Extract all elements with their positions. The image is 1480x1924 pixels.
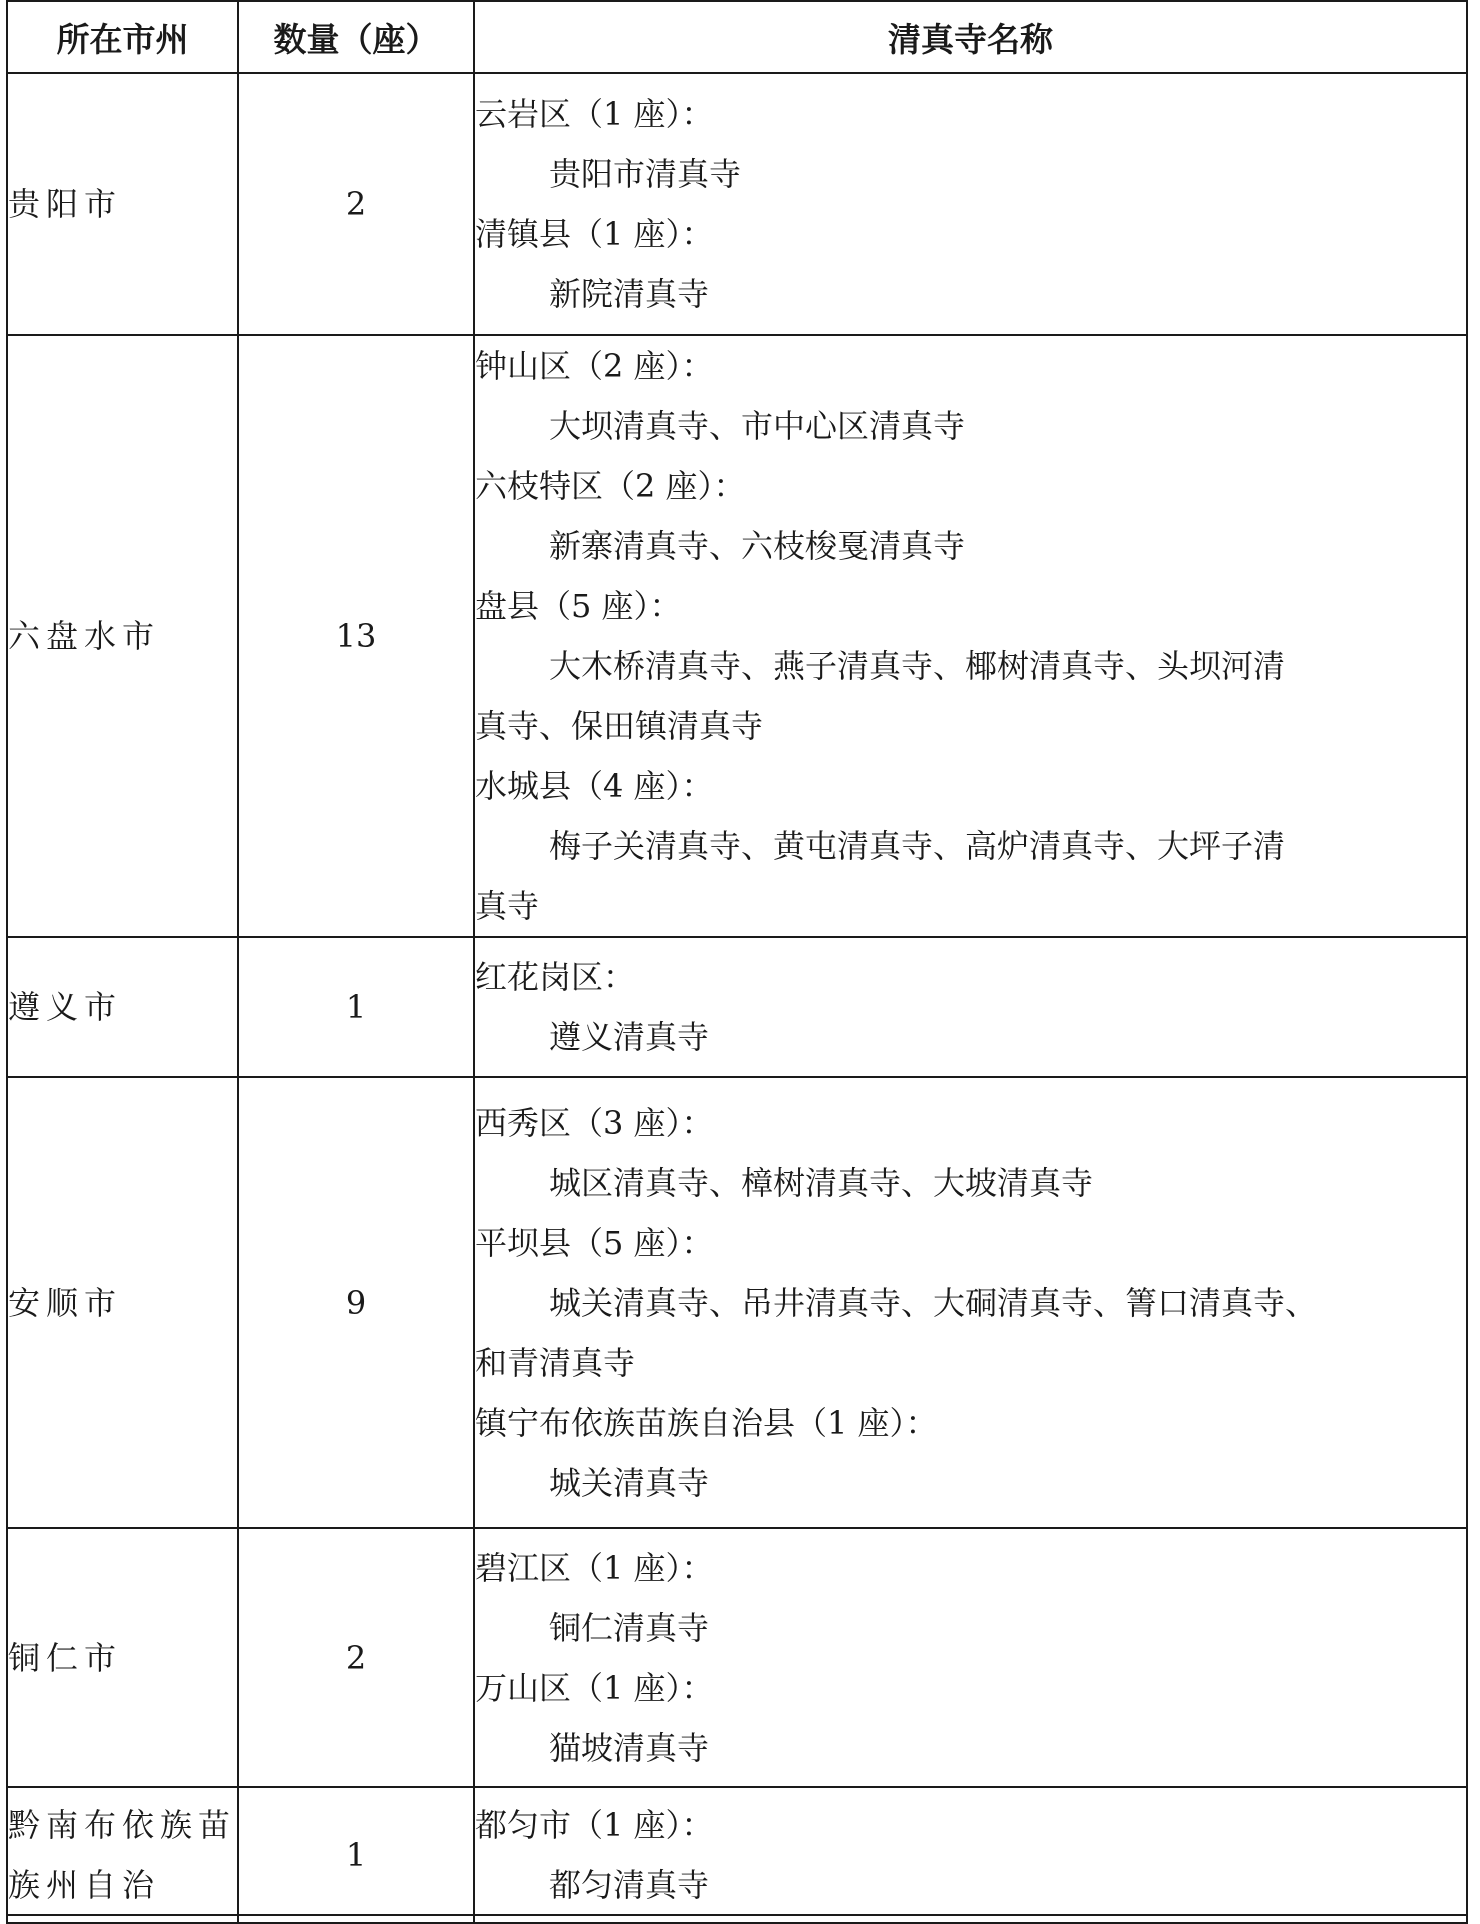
header-city: 所在市州 <box>7 1 238 73</box>
district-line: 万山区（1 座）： <box>475 1668 714 1707</box>
mosque-line: 遵义清真寺 <box>549 1018 710 1056</box>
mosque-line: 铜仁清真寺 <box>549 1608 710 1647</box>
district-line: 平坝县（5 座）： <box>475 1223 714 1262</box>
mosque-table <box>6 0 1468 1924</box>
district-line: 镇宁布依族苗族自治县（1 座）： <box>475 1403 938 1442</box>
count-cell: 2 <box>238 1528 474 1787</box>
mosque-line-continued: 真寺 <box>475 887 540 925</box>
table-header <box>7 1 1467 73</box>
mosque-line: 新寨清真寺、六枝梭戛清真寺 <box>549 527 966 565</box>
district-line: 西秀区（3 座）： <box>475 1103 714 1142</box>
header-count: 数量（座） <box>238 1 474 73</box>
mosque-line: 猫坡清真寺 <box>549 1728 710 1767</box>
bottom-rule <box>6 1914 1466 1916</box>
city-cell: 六盘水市 <box>7 335 238 937</box>
district-line: 红花岗区： <box>475 958 636 996</box>
mosque-names-cell <box>474 335 1467 937</box>
mosque-line: 大坝清真寺、市中心区清真寺 <box>549 407 966 445</box>
district-line: 云岩区（1 座）： <box>475 95 714 133</box>
city-cell: 遵义市 <box>7 937 238 1077</box>
city-cell: 铜仁市 <box>7 1528 238 1787</box>
count-cell: 1 <box>238 937 474 1077</box>
mosque-line: 新院清真寺 <box>549 275 710 313</box>
district-line: 六枝特区（2 座）： <box>475 467 746 505</box>
header-mosque-names: 清真寺名称 <box>474 1 1467 73</box>
table-row <box>7 937 1467 1077</box>
count-cell: 13 <box>238 335 474 937</box>
table-row <box>7 1077 1467 1528</box>
mosque-line: 都匀清真寺 <box>549 1866 710 1904</box>
city-cell: 安顺市 <box>7 1077 238 1528</box>
mosque-line: 大木桥清真寺、燕子清真寺、椰树清真寺、头坝河清 <box>549 647 1286 685</box>
mosque-line-continued: 真寺、保田镇清真寺 <box>475 707 764 745</box>
mosque-line: 城关清真寺 <box>549 1463 710 1502</box>
district-line: 盘县（5 座）： <box>475 587 682 625</box>
mosque-names-cell <box>474 73 1467 335</box>
mosque-line: 城区清真寺、樟树清真寺、大坡清真寺 <box>549 1163 1094 1202</box>
mosque-names-cell <box>474 1077 1467 1528</box>
mosque-line: 城关清真寺、吊井清真寺、大硐清真寺、箐口清真寺、 <box>549 1283 1318 1322</box>
district-line: 清镇县（1 座）： <box>475 215 714 253</box>
count-cell: 1 <box>238 1787 474 1923</box>
mosque-names-cell <box>474 1787 1467 1923</box>
table-row <box>7 1787 1467 1923</box>
table-row <box>7 335 1467 937</box>
mosque-names-cell <box>474 937 1467 1077</box>
district-line: 水城县（4 座）： <box>475 767 714 805</box>
table-row <box>7 73 1467 335</box>
district-line: 钟山区（2 座）： <box>475 347 714 385</box>
count-cell: 9 <box>238 1077 474 1528</box>
mosque-line: 贵阳市清真寺 <box>549 155 742 193</box>
mosque-line-continued: 和青清真寺 <box>475 1343 636 1382</box>
mosque-line: 梅子关清真寺、黄屯清真寺、高炉清真寺、大坪子清 <box>549 827 1286 865</box>
mosque-names-cell <box>474 1528 1467 1787</box>
district-line: 都匀市（1 座）： <box>475 1806 714 1844</box>
count-cell: 2 <box>238 73 474 335</box>
city-cell: 贵阳市 <box>7 73 238 335</box>
table-row <box>7 1528 1467 1787</box>
city-cell: 黔南布依族苗族州自治 <box>7 1787 238 1923</box>
district-line: 碧江区（1 座）： <box>475 1548 714 1587</box>
